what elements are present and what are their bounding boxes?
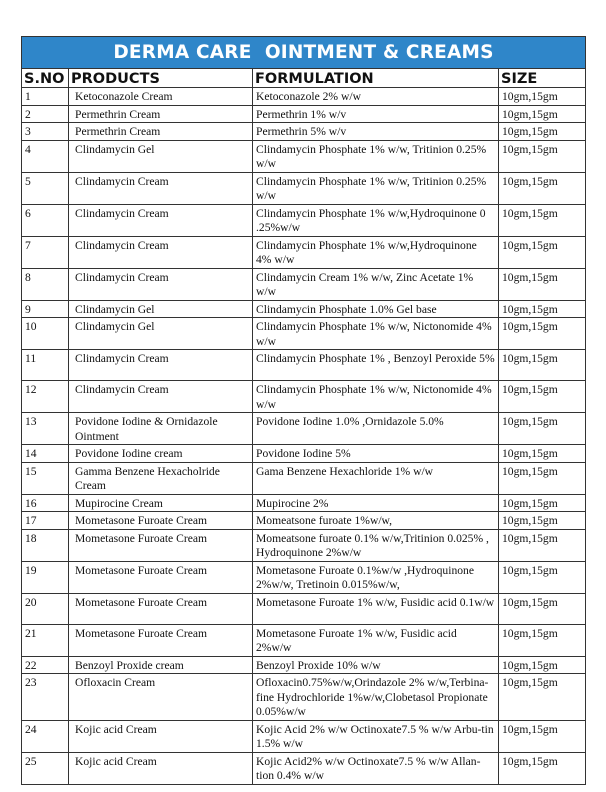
cell-size: 10gm,15gm: [499, 674, 586, 721]
cell-formulation: Momeatsone furoate 1%w/w,: [253, 512, 499, 530]
cell-product: Ketoconazole Cream: [69, 88, 253, 106]
cell-formulation: Clindamycin Phosphate 1% w/w,Hydroquinone 0 .25%w/w: [253, 204, 499, 236]
cell-formulation: Clindamycin Phosphate 1% , Benzoyl Peroxide 5%: [253, 350, 499, 381]
cell-product: Mometasone Furoate Cream: [69, 624, 253, 656]
cell-formulation: Clindamycin Phosphate 1% w/w,Hydroquinone 4% w/w: [253, 236, 499, 268]
cell-product: Clindamycin Gel: [69, 300, 253, 318]
cell-sno: 9: [22, 300, 69, 318]
cell-sno: 10: [22, 318, 69, 350]
table-row: [22, 172, 586, 204]
cell-sno: 3: [22, 123, 69, 141]
cell-formulation: Clindamycin Phosphate 1% w/w, Tritinion 0.25% w/w: [253, 172, 499, 204]
cell-size: 10gm,15gm: [499, 350, 586, 381]
table-row: [22, 140, 586, 172]
column-header-sno: S.NO: [22, 69, 69, 88]
cell-size: 10gm,15gm: [499, 561, 586, 593]
cell-sno: 18: [22, 529, 69, 561]
cell-size: 10gm,15gm: [499, 123, 586, 141]
cell-sno: 1: [22, 88, 69, 106]
cell-size: 10gm,15gm: [499, 318, 586, 350]
cell-product: Kojic acid Cream: [69, 720, 253, 752]
column-header-formulation: FORMULATION: [253, 69, 499, 88]
cell-formulation: Clindamycin Phosphate 1% w/w, Nictonomide 4% w/w: [253, 318, 499, 350]
table-row: [22, 720, 586, 752]
table-row: [22, 204, 586, 236]
cell-product: Permethrin Cream: [69, 105, 253, 123]
table-row: [22, 318, 586, 350]
cell-sno: 16: [22, 494, 69, 512]
cell-size: 10gm,15gm: [499, 172, 586, 204]
cell-size: 10gm,15gm: [499, 445, 586, 463]
cell-product: Clindamycin Gel: [69, 140, 253, 172]
cell-formulation: Permethrin 5% w/v: [253, 123, 499, 141]
cell-sno: 25: [22, 752, 69, 784]
cell-size: 10gm,15gm: [499, 140, 586, 172]
table-row: [22, 300, 586, 318]
cell-product: Permethrin Cream: [69, 123, 253, 141]
cell-product: Mometasone Furoate Cream: [69, 593, 253, 624]
table-row: [22, 268, 586, 300]
cell-product: Mupirocine Cream: [69, 494, 253, 512]
cell-size: 10gm,15gm: [499, 656, 586, 674]
table-row: [22, 656, 586, 674]
cell-size: 10gm,15gm: [499, 204, 586, 236]
cell-product: Kojic acid Cream: [69, 752, 253, 784]
cell-sno: 22: [22, 656, 69, 674]
cell-size: 10gm,15gm: [499, 381, 586, 413]
cell-size: 10gm,15gm: [499, 593, 586, 624]
table-row: [22, 494, 586, 512]
cell-formulation: Clindamycin Phosphate 1.0% Gel base: [253, 300, 499, 318]
cell-formulation: Gama Benzene Hexachloride 1% w/w: [253, 462, 499, 494]
cell-product: Gamma Benzene Hexacholride Cream: [69, 462, 253, 494]
cell-sno: 8: [22, 268, 69, 300]
cell-formulation: Mupirocine 2%: [253, 494, 499, 512]
cell-product: Clindamycin Cream: [69, 172, 253, 204]
cell-product: Clindamycin Cream: [69, 268, 253, 300]
cell-size: 10gm,15gm: [499, 462, 586, 494]
cell-size: 10gm,15gm: [499, 494, 586, 512]
cell-sno: 20: [22, 593, 69, 624]
table-row: [22, 512, 586, 530]
table-row: [22, 561, 586, 593]
cell-sno: 6: [22, 204, 69, 236]
cell-formulation: Ofloxacin0.75%w/w,Orindazole 2% w/w,Terbina-fine Hydrochloride 1%w/w,Clobetasol Propionate 0.05%w/w: [253, 674, 499, 721]
cell-size: 10gm,15gm: [499, 529, 586, 561]
cell-sno: 12: [22, 381, 69, 413]
cell-product: Ofloxacin Cream: [69, 674, 253, 721]
cell-sno: 23: [22, 674, 69, 721]
cell-sno: 24: [22, 720, 69, 752]
cell-formulation: Benzoyl Proxide 10% w/w: [253, 656, 499, 674]
cell-formulation: Mometasone Furoate 0.1%w/w ,Hydroquinone 2%w/w, Tretinoin 0.015%w/w,: [253, 561, 499, 593]
cell-product: Mometasone Furoate Cream: [69, 529, 253, 561]
cell-formulation: Permethrin 1% w/v: [253, 105, 499, 123]
cell-product: Clindamycin Cream: [69, 381, 253, 413]
table-row: [22, 381, 586, 413]
cell-sno: 7: [22, 236, 69, 268]
cell-formulation: Clindamycin Cream 1% w/w, Zinc Acetate 1% w/w: [253, 268, 499, 300]
cell-size: 10gm,15gm: [499, 300, 586, 318]
cell-formulation: Mometasone Furoate 1% w/w, Fusidic acid 0.1w/w: [253, 593, 499, 624]
table-row: [22, 88, 586, 106]
table-row: [22, 462, 586, 494]
product-table: [21, 36, 586, 785]
table-row: [22, 105, 586, 123]
cell-size: 10gm,15gm: [499, 236, 586, 268]
table-header-row: [22, 69, 586, 88]
table-row: [22, 624, 586, 656]
cell-product: Povidone Iodine cream: [69, 445, 253, 463]
cell-size: 10gm,15gm: [499, 268, 586, 300]
cell-product: Mometasone Furoate Cream: [69, 512, 253, 530]
cell-product: Clindamycin Cream: [69, 204, 253, 236]
cell-formulation: Momeatsone furoate 0.1% w/w,Tritinion 0.025% , Hydroquinone 2%w/w: [253, 529, 499, 561]
cell-sno: 5: [22, 172, 69, 204]
cell-size: 10gm,15gm: [499, 512, 586, 530]
cell-formulation: Ketoconazole 2% w/w: [253, 88, 499, 106]
table-row: [22, 350, 586, 381]
cell-sno: 14: [22, 445, 69, 463]
cell-sno: 13: [22, 413, 69, 445]
table-row: [22, 445, 586, 463]
cell-product: Mometasone Furoate Cream: [69, 561, 253, 593]
cell-sno: 17: [22, 512, 69, 530]
cell-sno: 19: [22, 561, 69, 593]
cell-formulation: Kojic Acid2% w/w Octinoxate7.5 % w/w Allan-tion 0.4% w/w: [253, 752, 499, 784]
table-row: [22, 752, 586, 784]
cell-size: 10gm,15gm: [499, 624, 586, 656]
table-body: [22, 88, 586, 785]
product-sheet: [21, 36, 585, 785]
table-row: [22, 674, 586, 721]
page-title: DERMA CARE OINTMENT & CREAMS: [22, 37, 586, 69]
cell-sno: 11: [22, 350, 69, 381]
cell-size: 10gm,15gm: [499, 413, 586, 445]
cell-sno: 15: [22, 462, 69, 494]
cell-formulation: Kojic Acid 2% w/w Octinoxate7.5 % w/w Arbu-tin 1.5% w/w: [253, 720, 499, 752]
cell-sno: 4: [22, 140, 69, 172]
cell-formulation: Povidone Iodine 5%: [253, 445, 499, 463]
cell-sno: 2: [22, 105, 69, 123]
cell-sno: 21: [22, 624, 69, 656]
table-row: [22, 413, 586, 445]
cell-formulation: Clindamycin Phosphate 1% w/w, Nictonomide 4% w/w: [253, 381, 499, 413]
cell-product: Clindamycin Cream: [69, 236, 253, 268]
cell-size: 10gm,15gm: [499, 105, 586, 123]
cell-product: Clindamycin Gel: [69, 318, 253, 350]
cell-product: Benzoyl Proxide cream: [69, 656, 253, 674]
cell-formulation: Clindamycin Phosphate 1% w/w, Tritinion 0.25% w/w: [253, 140, 499, 172]
cell-product: Clindamycin Cream: [69, 350, 253, 381]
cell-size: 10gm,15gm: [499, 752, 586, 784]
cell-formulation: Povidone Iodine 1.0% ,Ornidazole 5.0%: [253, 413, 499, 445]
cell-formulation: Mometasone Furoate 1% w/w, Fusidic acid 2%w/w: [253, 624, 499, 656]
table-row: [22, 236, 586, 268]
table-row: [22, 593, 586, 624]
table-row: [22, 529, 586, 561]
cell-size: 10gm,15gm: [499, 88, 586, 106]
cell-product: Povidone Iodine & Ornidazole Ointment: [69, 413, 253, 445]
column-header-size: SIZE: [499, 69, 586, 88]
cell-size: 10gm,15gm: [499, 720, 586, 752]
table-row: [22, 123, 586, 141]
column-header-products: PRODUCTS: [69, 69, 253, 88]
